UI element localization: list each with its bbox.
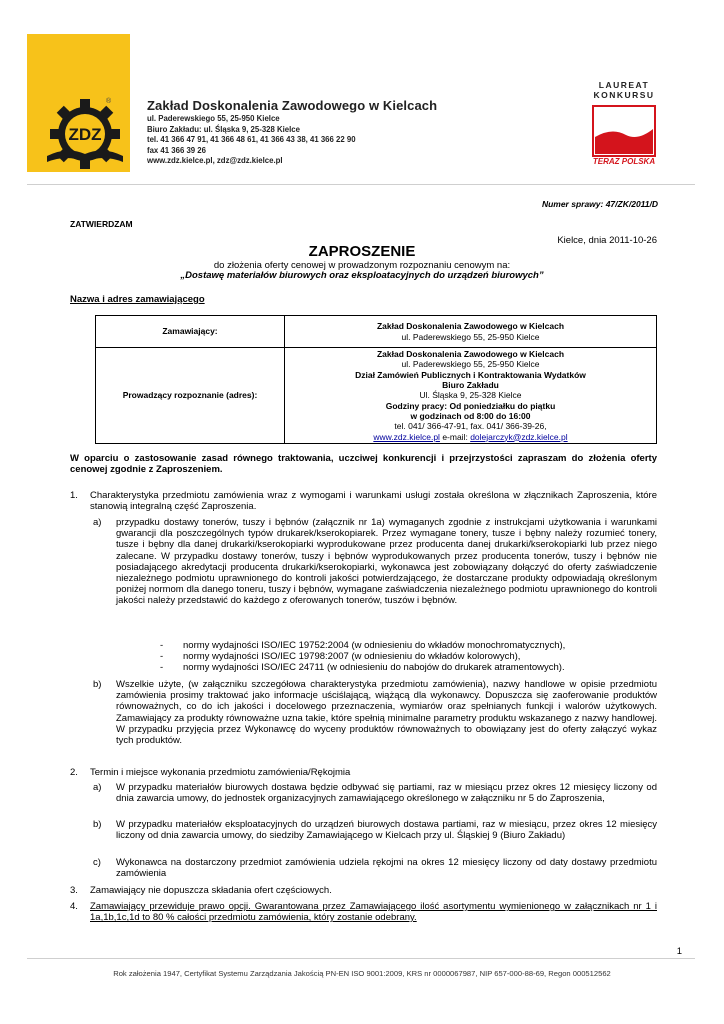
norm-1: normy wydajności ISO/IEC 19752:2004 (w odniesieniu do wkładów monochromatycznych), — [183, 640, 566, 651]
subitem-label: b) — [93, 679, 102, 690]
intro-line-1: do złożenia oferty cenowej w prowadzonym rozpoznaniu cenowym na: — [213, 260, 511, 271]
lead-paragraph: W oparciu o zastosowanie zasad równego traktowania, uczciwej konkurencji i przejrzystości zapraszam do złożenia oferty cenowej zgodnie z Zaproszeniem. — [70, 453, 657, 476]
item-1b-text: Wszelkie użyte, (w załączniku szczegółowa charakterystyka przedmiotu zamówienia), nazwy handlowe w opisie przedmiotu zamówienia prosimy traktować jako informacje uściślającą, wiążącą dla wykonawcy. Dopuszcza się zaoferowanie produktów równoważnych, co do ich jakości i docelowego przeznaczenia, wymiarów oraz spełnianych funkcji i walorów użytkowych. Zamawiający za produkty równoważne uzna takie, które spełnią minimalne parametry produktu wskazanego z nazwy handlowej. W przypadku przyjęcia przez Wykonawcę do wyceny produktów równoważnych to obowiązany jest do oferty załączyć wykaz tych produktów. — [116, 679, 657, 747]
registered-mark: ® — [106, 98, 112, 105]
phone-fax: tel. 041/ 366-47-91, fax. 041/ 366-39-26, — [394, 421, 547, 432]
item-number: 1. — [70, 490, 78, 501]
logo-text: ZDZ — [68, 125, 102, 144]
table-row — [96, 316, 657, 348]
flag-emblem-icon — [592, 105, 656, 157]
contracting-authority-table — [95, 315, 657, 444]
organization-phones: tel. 41 366 47 91, 41 366 48 61, 41 366 43 38, 41 366 22 90 — [147, 135, 356, 144]
organization-address: ul. Paderewskiego 55, 25-950 Kielce — [147, 114, 280, 123]
item-2b-text: W przypadku materiałów eksploatacyjnych do urządzeń biurowych dostawa partiami, raz w miesiącu, przez okres 12 miesięcy liczony od dnia zawarcia umowy, do siedziby Zamawiającego w Kielcach przy ul. Śląskiej 9 (Biuro Zakładu) — [116, 819, 657, 842]
item-4-text: Zamawiający przewiduje prawo opcji. Gwarantowana przez Zamawiającego ilość asortymentu wymienionego w załącznikach nr 1 i 1a,1b,1c,1d to 80 % całości przedmiotu zamówienia, który zostanie odebrany. — [90, 901, 657, 924]
email-link[interactable]: dolejarczyk@zdz.kielce.pl — [470, 431, 568, 442]
header-divider — [27, 184, 695, 185]
contact-links — [285, 432, 656, 442]
table-label: Prowadzący rozpoznanie (adres): — [96, 348, 285, 444]
gear-book-logo-icon — [27, 34, 130, 172]
department-name: Dział Zamówień Publicznych i Kontraktowania Wydatków — [355, 369, 586, 380]
office-name: Biuro Zakładu — [442, 380, 499, 391]
bullet-dash: - — [160, 662, 164, 673]
item-number: 2. — [70, 767, 78, 778]
office-address: Ul. Śląska 9, 25-328 Kielce — [419, 390, 522, 401]
conductor-name: Zakład Doskonalenia Zawodowego w Kielcach — [376, 349, 565, 360]
award-line-1: LAUREAT — [598, 80, 650, 90]
bullet-dash: - — [160, 640, 164, 651]
document-date: Kielce, dnia 2011-10-26 — [557, 235, 657, 246]
footer-divider — [27, 958, 695, 959]
subitem-label: c) — [93, 857, 101, 868]
item-1a-text: przypadku dostawy tonerów, tuszy i bębnów (załącznik nr 1a) wymaganych zgodnie z instrukcjami użytkowania i warunkami gwarancji dla poszczególnych typów drukarek/kserokopiarek. Przez wymagane tonery, tusze i bębny należy rozumieć tonery, tusze i bębny dla danej drukarki/kserokopiarki wyprodukowane przez producenta danej drukarki/kserokopiarki lub przez niego zalecane. W przypadku dostawy tonerów, tuszy i bębnów wyprodukowanych przez producenta tonerów, tuszy i bębnów nie posiadającego akredytacji producenta drukarki/kserokopiarki, wykonawca jest zobowiązany dołączyć do oferty zaświadczenie niezależnego podmiotu uprawnionego do kontroli jakości potwierdzającego, że dostarczane produkty odpowiadają określonym poniżej normom dla danego toneru, tuszy i bębnów, wymagane zaświadczenia niezależnego podmiotu uprawnionego do kontroli jakości należy przedstawić do każdego z oferowanych tonerów, tuszów i bębnów. — [116, 517, 657, 607]
award-title — [592, 80, 656, 100]
item-number: 3. — [70, 885, 78, 896]
table-cell — [285, 348, 657, 444]
working-hours: Godziny pracy: Od poniedziałku do piątku — [385, 400, 556, 411]
subitem-label: a) — [93, 517, 102, 528]
intro-line-2: „Dostawę materiałów biurowych oraz eksploatacyjnych do urządzeń biurowych” — [180, 270, 544, 281]
table-row — [96, 348, 657, 444]
address-heading: Nazwa i adres zamawiającego — [70, 294, 205, 305]
subitem-label: b) — [93, 819, 102, 830]
authority-name: Zakład Doskonalenia Zawodowego w Kielcach — [376, 321, 565, 332]
document-title: ZAPROSZENIE — [308, 243, 416, 260]
table-label: Zamawiający: — [96, 316, 285, 348]
approval-label: ZATWIERDZAM — [70, 219, 133, 229]
page-footer: Rok założenia 1947, Certyfikat Systemu Zarządzania Jakością PN-EN ISO 9001:2009, KRS nr 0000067987, NIP 657-000-88-69, Regon 000512562 — [113, 969, 611, 978]
page-number: 1 — [676, 946, 682, 957]
organization-name: Zakład Doskonalenia Zawodowego w Kielcach — [147, 98, 438, 113]
organization-office: Biuro Zakładu: ul. Śląska 9, 25-328 Kielce — [147, 125, 300, 134]
table-cell — [285, 316, 657, 348]
item-2-text: Termin i miejsce wykonania przedmiotu zamówienia/Rękojmia — [90, 767, 351, 778]
item-2a-text: W przypadku materiałów biurowych dostawa będzie odbywać się partiami, raz w miesiącu przez okres 12 miesięcy liczony od dnia zawarcia umowy, do jednostek organizacyjnych zamawiającego określonego w załączniku nr 5 do Zaproszenia, — [116, 782, 657, 805]
award-brand: TERAZ POLSKA — [592, 157, 656, 166]
authority-address: ul. Paderewskiego 55, 25-950 Kielce — [401, 331, 540, 342]
email-label: e-mail: — [439, 431, 471, 442]
item-number: 4. — [70, 901, 78, 912]
zdz-logo — [27, 34, 130, 172]
subitem-label: a) — [93, 782, 102, 793]
conductor-address: ul. Paderewskiego 55, 25-950 Kielce — [401, 359, 540, 370]
organization-fax: fax 41 366 39 26 — [147, 146, 206, 155]
norm-3: normy wydajności ISO/IEC 24711 (w odniesieniu do nabojów do drukarek atramentowych). — [183, 662, 565, 673]
case-number: Numer sprawy: 47/ZK/2011/D — [541, 199, 658, 209]
bullet-dash: - — [160, 651, 164, 662]
item-3-text: Zamawiający nie dopuszcza składania ofert częściowych. — [90, 885, 332, 896]
item-2c-text: Wykonawca na dostarczony przedmiot zamówienia udziela rękojmi na okres 12 miesięcy liczony od daty dostawy przedmiotu zamówienia — [116, 857, 657, 880]
item-1-text: Charakterystyka przedmiotu zamówienia wraz z wymogami i warunkami usługi została określona w złącznikach Zaproszenia, które stanowią integralną część Zaproszenia. — [90, 490, 657, 513]
website-link[interactable]: www.zdz.kielce.pl — [373, 431, 440, 442]
norm-2: normy wydajności ISO/IEC 19798:2007 (w odniesieniu do wkładów kolorowych), — [183, 651, 521, 662]
organization-web: www.zdz.kielce.pl, zdz@zdz.kielce.pl — [147, 156, 283, 165]
working-hours-time: w godzinach od 8:00 do 16:00 — [410, 410, 531, 421]
award-line-2: KONKURSU — [593, 90, 655, 100]
